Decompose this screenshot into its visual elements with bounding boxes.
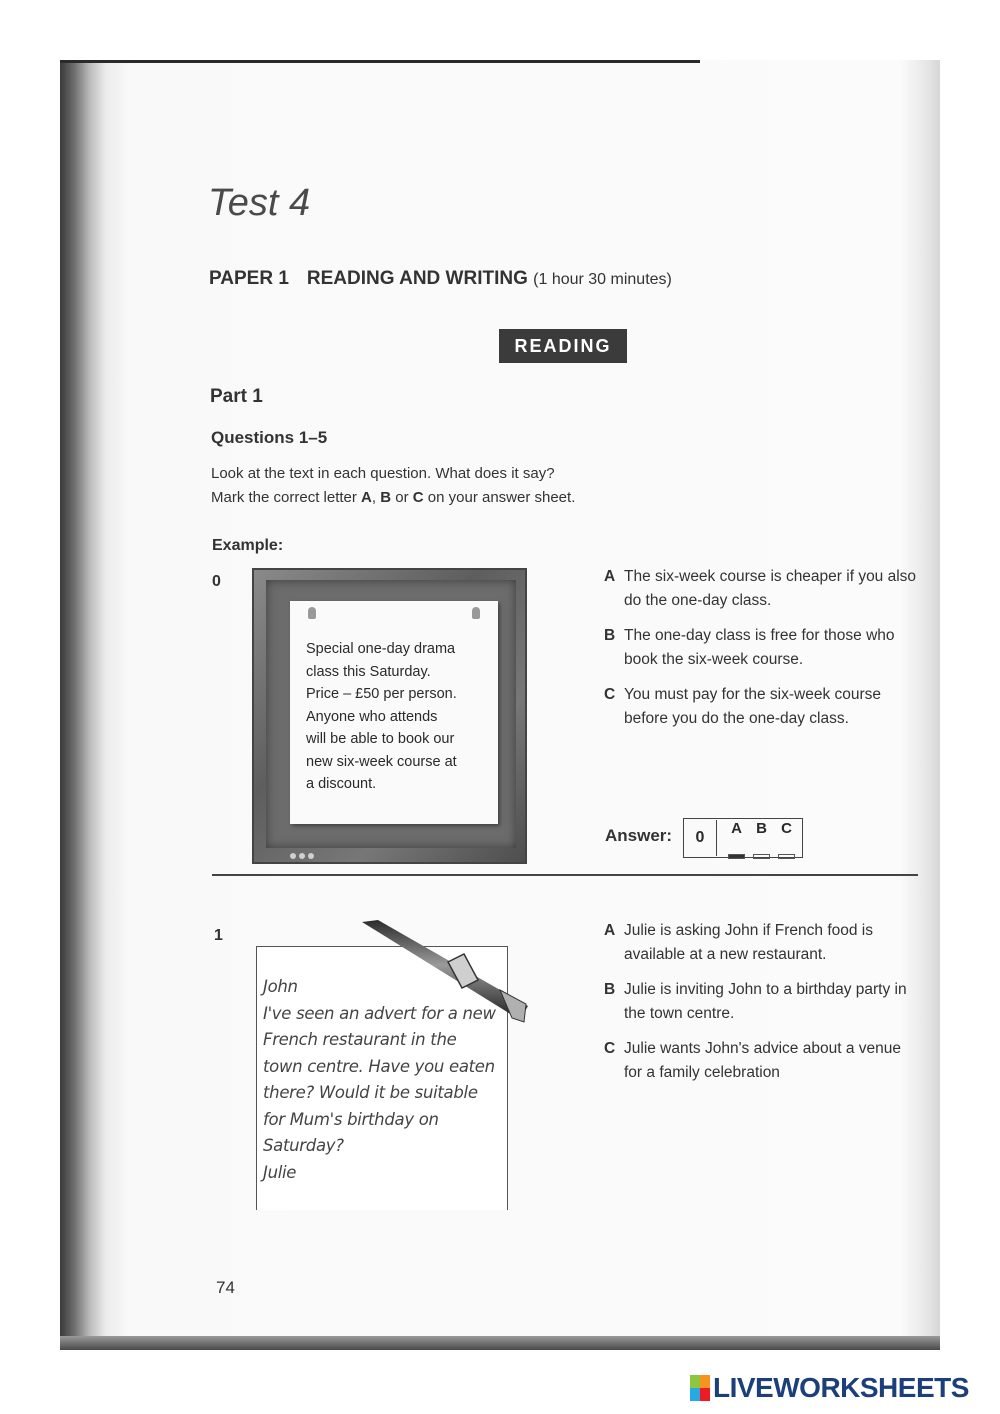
- note-line: there? Would it be suitable: [263, 1083, 478, 1102]
- page-number: 74: [216, 1278, 235, 1297]
- question1-option-a: A Julie is asking John if French food is available at a new restaurant.: [604, 922, 873, 963]
- liveworksheets-logo-icon: [690, 1375, 710, 1401]
- page-bottom-edge: [60, 1336, 940, 1350]
- paper-duration: (1 hour 30 minutes): [533, 271, 672, 288]
- note-line: I've seen an advert for a new: [263, 1003, 496, 1023]
- example-option-b: B The one-day class is free for those who book the six-week course.: [604, 627, 895, 668]
- notice-line: new six-week course at: [306, 753, 457, 770]
- note-text: [263, 974, 503, 1186]
- answer-number: 0: [684, 820, 717, 856]
- part-title: Part 1: [210, 386, 263, 407]
- paper-label: PAPER 1: [209, 268, 289, 289]
- notice-line: class this Saturday.: [306, 663, 431, 680]
- answer-marks: [724, 846, 799, 864]
- instruction-line-1: Look at the text in each question. What does it say?: [211, 465, 555, 482]
- note-line: John: [263, 977, 298, 996]
- pin-icon: [308, 607, 316, 619]
- paper-name: READING AND WRITING: [306, 268, 528, 289]
- note-line: Julie: [263, 1162, 297, 1182]
- question1-option-b: B Julie is inviting John to a birthday party in the town centre.: [604, 981, 907, 1022]
- example-option-a: A The six-week course is cheaper if you also do the one-day class.: [604, 568, 917, 609]
- notice-line: Price – £50 per person.: [306, 686, 457, 702]
- notice-line: a discount.: [306, 776, 377, 792]
- note-line: Saturday?: [263, 1136, 344, 1155]
- answer-letters: A B C: [731, 820, 792, 837]
- notice-text: [306, 638, 486, 796]
- notice-line: Anyone who attends: [306, 708, 438, 725]
- questions-title: Questions 1–5: [211, 428, 328, 447]
- note-line: town centre. Have you eaten: [263, 1056, 495, 1076]
- paper-heading: [209, 268, 672, 290]
- notice-line: Special one-day drama: [306, 641, 456, 657]
- answer-mark-a: [728, 854, 745, 859]
- question-number: 1: [214, 927, 223, 944]
- answer-label: Answer:: [605, 826, 673, 845]
- test-title: Test 4: [208, 182, 311, 224]
- answer-mark-b: [753, 854, 770, 859]
- note-line: French restaurant in the: [263, 1030, 457, 1049]
- example-number: 0: [212, 573, 221, 590]
- liveworksheets-watermark: [690, 1372, 969, 1404]
- pin-icon: [472, 607, 480, 619]
- example-option-c: C You must pay for the six-week course before you do the one-day class.: [604, 686, 882, 727]
- board-magnets-icon: [290, 846, 324, 854]
- question1-option-c: C Julie wants John's advice about a venue for a family celebration: [604, 1040, 901, 1081]
- section-badge: READING: [499, 329, 627, 363]
- instruction-line-2: Mark the correct letter A, B or C on your answer sheet.: [211, 489, 576, 506]
- note-line: for Mum's birthday on: [263, 1109, 439, 1129]
- answer-mark-c: [778, 854, 795, 859]
- notice-line: will be able to book our: [306, 731, 455, 747]
- liveworksheets-brand: LIVEWORKSHEETS: [713, 1372, 969, 1403]
- page-top-edge: [60, 60, 700, 63]
- section-divider: [212, 874, 918, 876]
- example-label: Example:: [212, 537, 284, 554]
